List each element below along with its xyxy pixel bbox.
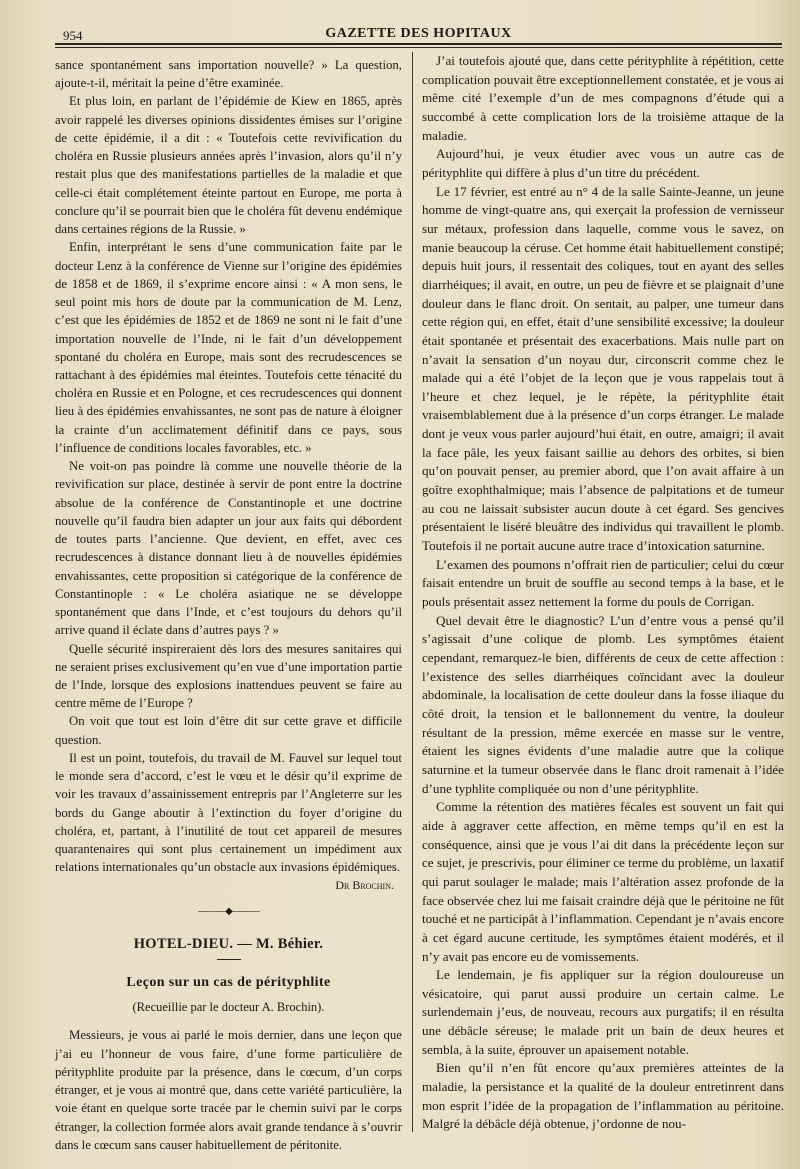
section-separator: ———◆——— xyxy=(198,905,259,917)
paragraph: On voit que tout est loin d’être dit sur cette grave et difficile question. xyxy=(55,714,402,747)
header-rule xyxy=(55,43,782,45)
paragraph: J’ai toutefois ajouté que, dans cette pérityphlite à répétition, cette complication pouvait être exceptionnellement constatée, et je vous ai même cité l’exemple d’un de mes compagnons d’étude qui a succombé à cette complication lors de la troisième attaque de la maladie. xyxy=(422,53,784,143)
journal-title: GAZETTE DES HOPITAUX xyxy=(325,26,512,41)
paragraph: Ne voit-on pas poindre là comme une nouvelle théorie de la revivification sur place, destinée à servir de pont entre la doctrine absolue de la conférence de Constantinople et une doctrine nouvelle qu’il faudra bien adapter un jour aux faits qui débordent de toutes parts l’ancienne. Que devient, en effet, avec ces recrudescences à distance donnant lieu à de nouvelles épidémies envahissantes, cette proposition si catégorique de la conférence de Constantinople : « Le choléra asiatique ne se développe spontanément que dans l’Inde, et c’est toujours du dehors qu’il arrive quand il éclate dans d’autres pays ? » xyxy=(55,459,402,638)
column-divider xyxy=(412,52,413,1132)
paragraph: Messieurs, je vous ai parlé le mois dernier, dans une leçon que j’ai eu l’honneur de vous faire, d’une forme particulière de pérityphlite produite par la présence, dans le cœcum, d’un corps étranger, et je vous ai montré que, dans cette variété particulière, la voie étant en quelque sorte tracée par le chemin suivi par le corps étranger, la collection formée alors avait grande tendance à s’ouvrir dans le cœcum sans causer habituellement de péritonite. xyxy=(55,1028,402,1152)
page-header xyxy=(55,22,782,44)
paragraph: Il est un point, toutefois, du travail de M. Fauvel sur lequel tout le monde sera d’accord, c’est le vœu et le désir qu’il exprime de voir les travaux d’assainissement entrepris par l’Angleterre sur les bords du Gange aboutir à l’extinction du foyer d’origine du choléra, et, partant, à l’inutilité de tout cet appareil de mesures quarantenaires qui sont plus certainement un impédiment aux relations internationales qu’un obstacle aux invasions épidémiques. xyxy=(55,750,402,875)
paragraph: Quel devait être le diagnostic? L’un d’entre vous a pensé qu’il s’agissait d’une colique de plomb. Les symptômes étaient cependant, remarquez-le bien, différents de ceux de cette affection : l’existence des selles diarrhéiques coïncidant avec la douleur abdominale, la localisation de cette douleur dans la fosse iliaque du côté droit, la tension et le ballonnement du ventre, la douleur résultant de la pression, même exercée en masse sur le ventre, étaient les signes évidents d’une maladie autre que la colique saturnine et la tumeur observée dans le flanc droit ramenait à l’idée d’une typhlite compliquée ou non d’une pérityphlite. xyxy=(422,612,784,796)
paragraph: Bien qu’il n’en fût encore qu’aux premières atteintes de la maladie, la persistance et la qualité de la douleur entretinrent dans mon esprit l’idée de la propagation de l’inflammation au péritoine. Malgré la débâcle déjà obtenue, j’ordonne de nou- xyxy=(422,1060,784,1132)
lecture-subtitle: (Recueillie par le docteur A. Brochin). xyxy=(132,1000,325,1015)
page-number: 954 xyxy=(63,28,83,43)
paragraph: Le lendemain, je fis appliquer sur la région douloureuse un vésicatoire, qui parut aussi produire un certain calme. Le surlendemain j’eus, de nouveau, recours aux purgatifs; il en résulta une débâcle séreuse; le malade prit un bain de deux heures et sembla, à la suite, éprouver un apaisement notable. xyxy=(422,967,784,1057)
paragraph: sance spontanément sans importation nouvelle? » La question, ajoute-t-il, méritait la peine d’être examinée. xyxy=(55,58,402,91)
paragraph: Comme la rétention des matières fécales est souvent un fait qui aide à aggraver cette affection, en même temps qu’il en est la conséquence, ainsi que je vous l’ai dit dans la précédente leçon sur ce sujet, je prescrivis, pour éliminer ce terme du problème, un laxatif qui parut soulager le malade; mais l’altération assez profonde de la face observée chez lui me faisait craindre déjà que le péritoine ne fût touché et ne participât à l’inflammation. Cependant je n’avais encore à cet égard aucune certitude, les symptômes étaient modérés, et il n’y avait pas encore eu de vomissements. xyxy=(422,799,784,964)
header-rule-thin xyxy=(55,47,782,48)
paragraph: L’examen des poumons n’offrait rien de particulier; celui du cœur faisait entendre un bruit de souffle au second temps à la base, et le pouls présentait assez nettement la forme du pouls de Corrigan. xyxy=(422,556,784,610)
title-rule xyxy=(217,959,241,960)
paragraph: Quelle sécurité inspireraient dès lors des mesures sanitaires qui ne seraient prises exclusivement qu’en vue d’une importation partie de l’Inde, lorsque des explosions inattendues peuvent se faire au centre même de l’Europe ? xyxy=(55,641,402,711)
paragraph: Aujourd’hui, je veux étudier avec vous un autre cas de pérityphlite qui diffère à plus d’un titre du précédent. xyxy=(422,146,784,180)
paragraph: Et plus loin, en parlant de l’épidémie de Kiew en 1865, après avoir rappelé les diverses opinions dissidentes émises sur l’origine de cette épidémie, il a dit : « Toutefois cette revivification du choléra en Russie plusieurs années après l’invasion, alors qu’il n’y restait plus que des manifestations partielles de la maladie et que celle-ci était complétement éteinte partout en Europe, me porta à conclure qu’il se pourrait bien que le choléra fût devenu endémique dans certaines régions de la Russie. » xyxy=(55,94,402,237)
section-title: HOTEL-DIEU. — M. Béhier. xyxy=(133,935,324,952)
paragraph: Le 17 février, est entré au n° 4 de la salle Sainte-Jeanne, un jeune homme de vingt-quatre ans, qui exerçait la profession de vernisseur sur métaux, profession dans laquelle, comme vous le savez, on manie beaucoup la céruse. Cet homme était habituellement constipé; depuis huit jours, il ressentait des coliques, tout en ayant des selles diarrhéiques; il avait, en outre, un peu de fièvre et se plaignait d’une douleur dans le flanc droit. On sentait, au palper, une tumeur dans cette région qui, en effet, était d’une sensibilité excessive; la douleur était spontanée et présentait des exacerbations. Mais nulle part on n’avait la sensation d’un noyau dur, circonscrit comme chez le malade qui a été l’objet de la leçon que je vous rappelais tout à l’heure et chez lequel, je le répète, la pérityphlite était vraisemblablement due à la présence d’un corps étranger. Le malade dont je veux vous parler aujourd’hui était, en outre, amaigri; il avait la face pâle, les yeux faisant saillie au dehors des orbites, si bien qu’on pouvait penser, au premier abord, que l’on avait affaire à un goître exophthalmique; mais l’absence de palpitations et de tumeur au cou ne laissait subsister aucun doute à cet égard. Ses gencives présentaient le liséré bleuâtre des individus qui travaillent le plomb. Toutefois il ne portait aucune autre trace d’intoxication saturnine. xyxy=(422,183,784,554)
lecture-title: Leçon sur un cas de pérityphlite xyxy=(126,975,331,991)
author-signature: Dr Brochin. xyxy=(335,877,394,892)
left-column xyxy=(55,56,402,1154)
right-column xyxy=(422,52,784,1134)
paragraph: Enfin, interprétant le sens d’une communication faite par le docteur Lenz à la conférence de Vienne sur l’origine des épidémies de 1858 et de 1869, il s’exprime encore ainsi : « A mon sens, le seul point mis hors de doute par la communication de M. Lenz, c’est que les épidémies de 1852 et de 1869 ne sont ni le fait d’une importation nouvelle de l’Inde, ni le fait d’un développement spontané du choléra en Europe, mais sont des recrudescences se rattachant à des épidémies mal éteintes. Toutefois cette ténacité du choléra en Russie et en Pologne, et ces recrudescences qui donnent lieu à des épidémies envahissantes, ne sont pas de nature à éloigner la crainte d’un acclimatement définitif dans ce pays, sous l’influence de conditions locales favorables, etc. » xyxy=(55,240,402,455)
